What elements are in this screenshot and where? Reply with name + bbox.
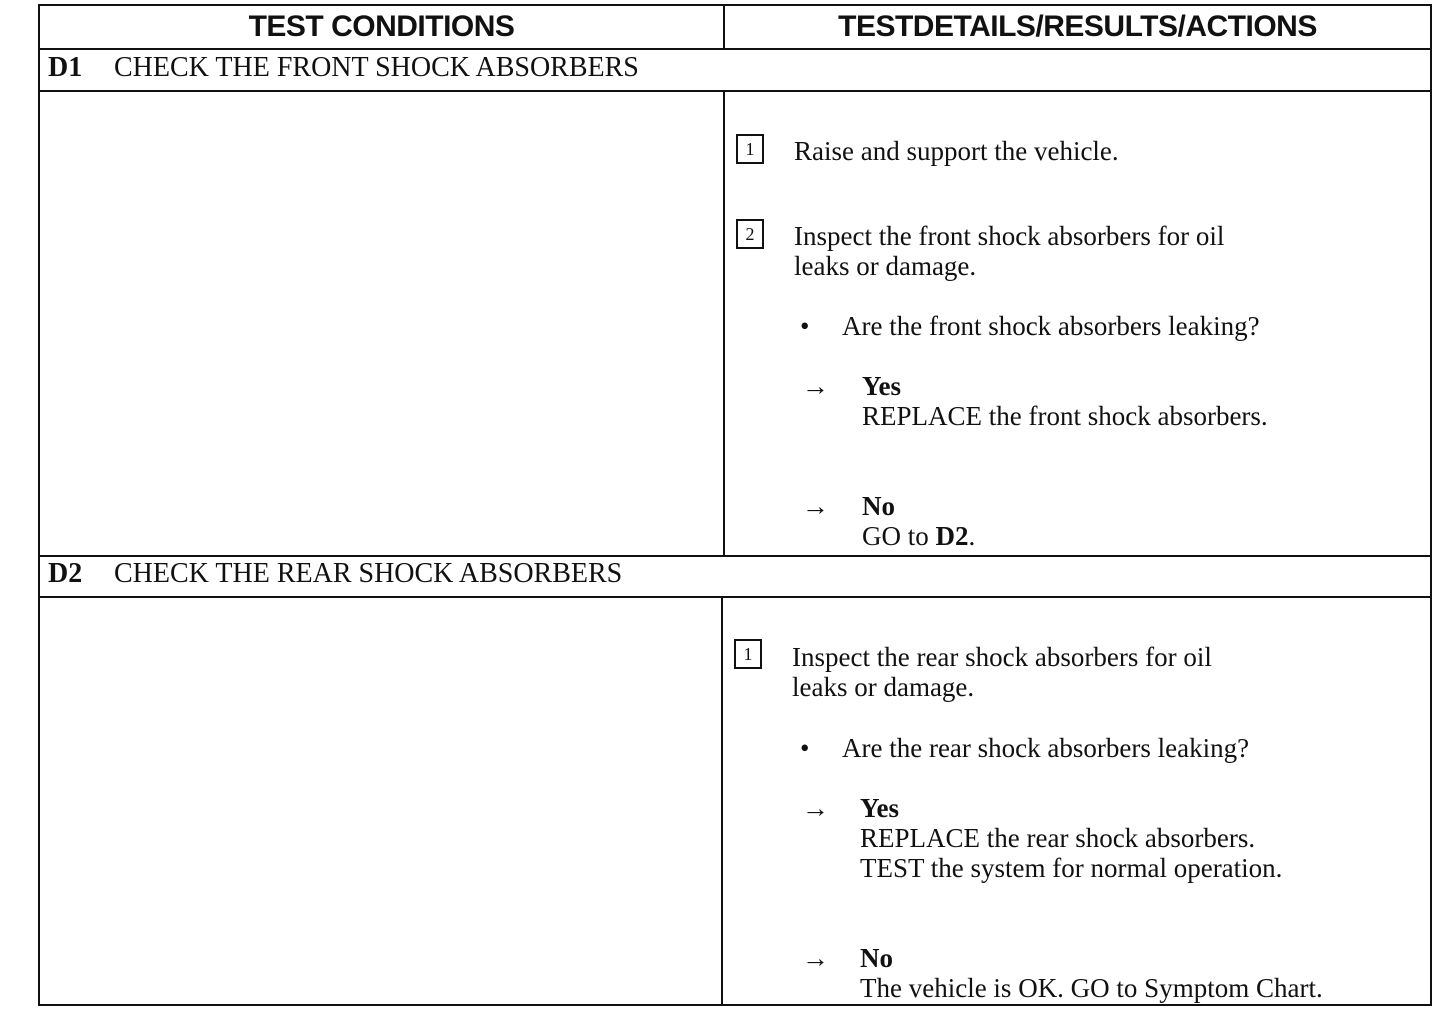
d1-yes-label: Yes	[862, 371, 901, 401]
d1-title: CHECK THE FRONT SHOCK ABSORBERS	[114, 52, 639, 83]
d1-no-action-prefix: GO to	[862, 521, 936, 551]
d2-section-title	[48, 558, 622, 590]
d2-no-arrow: →	[802, 943, 829, 973]
d1-no-arrow: →	[802, 491, 829, 521]
d2-bullet: •	[800, 733, 810, 763]
d1-yes-arrow: →	[802, 371, 829, 401]
d1-no-action	[862, 521, 975, 551]
d1-bullet: •	[800, 311, 810, 341]
d2-no-label: No	[860, 943, 893, 973]
d1-step-2-text-line1: Inspect the front shock absorbers for oil	[794, 221, 1225, 251]
d2-step-1-box: 1	[734, 639, 762, 669]
d1-question: Are the front shock absorbers leaking?	[842, 311, 1260, 341]
d2-yes-action-line1: REPLACE the rear shock absorbers.	[860, 823, 1256, 853]
d1-step-2-box: 2	[736, 219, 764, 249]
d1-step-2-text-line2: leaks or damage.	[794, 251, 977, 281]
d1-title-divider	[38, 90, 1432, 92]
d2-yes-action-line2: TEST the system for normal operation.	[860, 853, 1283, 883]
d1-no-label: No	[862, 491, 895, 521]
d1-id: D1	[48, 52, 83, 83]
d2-column-divider	[721, 596, 723, 1006]
d1-step-1-box: 1	[736, 134, 764, 164]
d2-yes-label: Yes	[860, 793, 899, 823]
d2-yes-arrow: →	[802, 793, 829, 823]
d2-title-divider	[38, 596, 1432, 598]
d2-top-divider	[38, 555, 1432, 557]
test-conditions-header: TEST CONDITIONS	[248, 10, 515, 43]
d1-column-divider	[723, 90, 725, 557]
d1-no-action-ref: D2	[935, 521, 969, 551]
header-divider	[38, 48, 1432, 50]
d1-yes-action: REPLACE the front shock absorbers.	[862, 401, 1268, 431]
test-details-header: TESTDETAILS/RESULTS/ACTIONS	[838, 10, 1317, 43]
d1-step-1-text: Raise and support the vehicle.	[794, 136, 1119, 166]
d1-no-action-suffix: .	[968, 521, 976, 551]
d2-id: D2	[48, 558, 83, 589]
d1-section-title	[48, 52, 639, 84]
d2-step-1-text-line1: Inspect the rear shock absorbers for oil	[792, 642, 1212, 672]
d2-question: Are the rear shock absorbers leaking?	[842, 733, 1250, 763]
d2-no-action: The vehicle is OK. GO to Symptom Chart.	[860, 973, 1323, 1003]
d2-step-1-text-line2: leaks or damage.	[792, 672, 975, 702]
d2-title: CHECK THE REAR SHOCK ABSORBERS	[114, 558, 623, 589]
